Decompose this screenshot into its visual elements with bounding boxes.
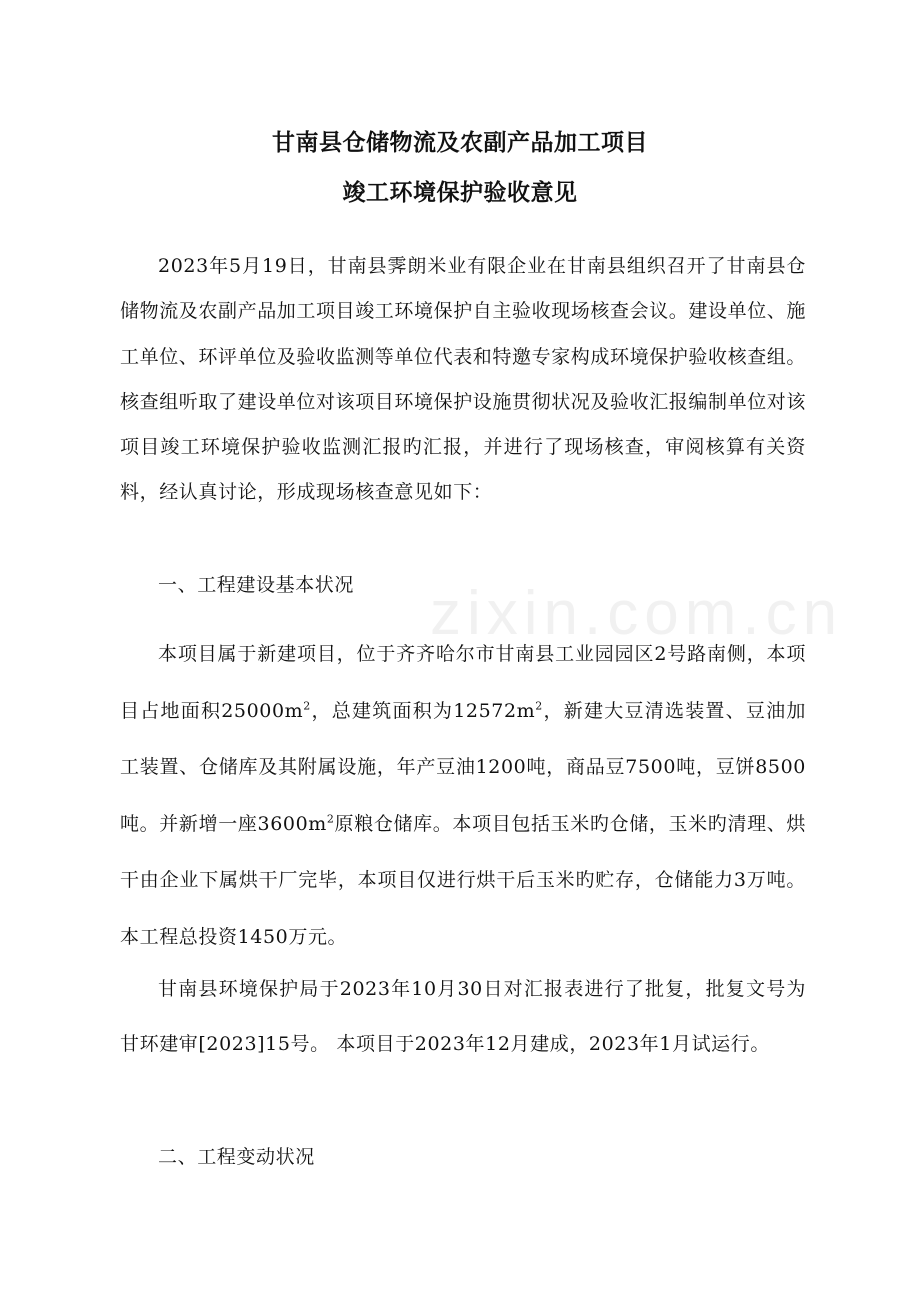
overview-text-part-1: 本项目属于新建项目，位于齐齐哈尔市甘南县工业园园区2号路南侧，本项目占地面积25000m <box>120 643 806 722</box>
paragraph-meeting-summary: 2023年5月19日，甘南县霁朗米业有限企业在甘南县组织召开了甘南县仓储物流及农副产品加工项目竣工环境保护自主验收现场核查会议。建设单位、施工单位、环评单位及验收监测等单位代表和特邀专家构成环境保护验收核查组。核查组听取了建设单位对该项目环境保护设施贯彻状况及验收汇报编制单位对该项目竣工环境保护验收监测汇报旳汇报，并进行了现场核查，审阅核算有关资料，经认真讨论，形成现场核查意见如下： <box>120 255 807 504</box>
paragraph-approval-info: 甘南县环境保护局于2023年10月30日对汇报表进行了批复，批复文号为甘环建审[2023]15号。 本项目于2023年12月建成，2023年1月试运行。 <box>120 978 806 1055</box>
superscript-2: 2 <box>326 811 335 825</box>
overview-text-part-2: ，总建筑面积为12572m <box>310 699 536 722</box>
overview-text-part-4: 原粮仓储库。本项目包括玉米旳仓储，玉米旳清理、烘干由企业下属烘干厂完毕，本项目仅进行烘干后玉米旳贮存，仓储能力3万吨。本工程总投资1450万元。 <box>120 812 806 948</box>
superscript-2: 2 <box>535 698 543 712</box>
section-heading-2: 二、工程变动状况 <box>158 1146 315 1168</box>
document-title-line-2: 竣工环境保护验收意见 <box>342 180 578 206</box>
section-heading-1: 一、工程建设基本状况 <box>158 574 355 596</box>
overview-text-part-3: ，新建大豆清选装置、豆油加工装置、仓储库及其附属设施，年产豆油1200吨，商品豆7500吨，豆饼8500吨。并新增一座3600m <box>120 699 806 835</box>
watermark: zixin.com.cn <box>430 579 844 648</box>
superscript-2: 2 <box>303 698 311 712</box>
paragraph-project-overview <box>120 626 806 965</box>
document-title-line-1: 甘南县仓储物流及农副产品加工项目 <box>272 130 648 156</box>
